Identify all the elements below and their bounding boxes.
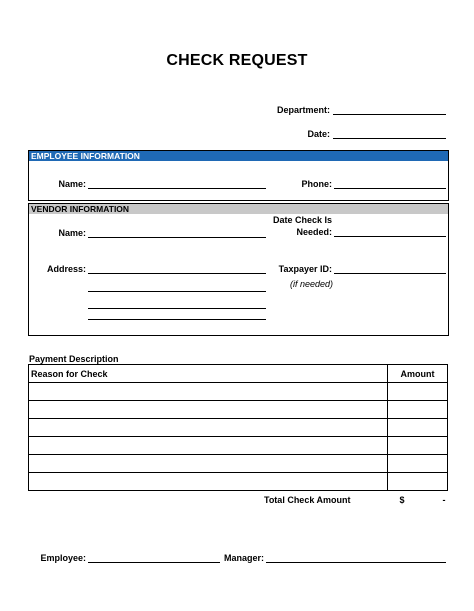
page-title: CHECK REQUEST	[166, 52, 308, 69]
payment-section-title: Payment Description	[29, 354, 119, 364]
manager-signature-field[interactable]	[266, 552, 446, 563]
amount-cell[interactable]	[388, 419, 448, 437]
vendor-name-label: Name:	[58, 228, 86, 238]
table-row	[29, 437, 448, 455]
reason-cell[interactable]	[29, 437, 388, 455]
employee-name-label: Name:	[58, 179, 86, 189]
vendor-address-label: Address:	[46, 264, 86, 274]
amount-cell[interactable]	[388, 383, 448, 401]
total-label: Total Check Amount	[263, 494, 351, 505]
taxpayer-note: (if needed)	[290, 279, 334, 289]
reason-column-header: Reason for Check	[29, 365, 388, 383]
department-field[interactable]	[333, 104, 446, 115]
vendor-name-field[interactable]	[88, 227, 266, 238]
table-row	[29, 383, 448, 401]
reason-cell[interactable]	[29, 473, 388, 491]
vendor-address-line-2[interactable]	[88, 281, 266, 292]
date-needed-label-line1: Date Check Is	[272, 215, 332, 225]
payment-header-row	[29, 365, 448, 383]
amount-cell[interactable]	[388, 473, 448, 491]
total-amount-value: -	[442, 494, 446, 505]
table-row	[29, 455, 448, 473]
amount-cell[interactable]	[388, 455, 448, 473]
date-needed-field[interactable]	[334, 226, 446, 237]
amount-cell[interactable]	[388, 401, 448, 419]
taxpayer-id-field[interactable]	[334, 263, 446, 274]
employee-phone-field[interactable]	[334, 178, 446, 189]
total-amount-cell	[388, 491, 448, 509]
date-label: Date:	[307, 129, 330, 139]
vendor-address-line-3[interactable]	[88, 298, 266, 309]
manager-signature-label: Manager:	[223, 553, 264, 563]
total-currency: $	[399, 494, 405, 505]
payment-table	[28, 364, 448, 508]
reason-cell[interactable]	[29, 419, 388, 437]
employee-signature-field[interactable]	[88, 552, 220, 563]
employee-name-field[interactable]	[88, 178, 266, 189]
vendor-address-line-4[interactable]	[88, 309, 266, 320]
reason-cell[interactable]	[29, 383, 388, 401]
table-row	[29, 419, 448, 437]
taxpayer-id-label: Taxpayer ID:	[278, 264, 332, 274]
employee-section-title: EMPLOYEE INFORMATION	[29, 151, 448, 161]
vendor-address-line-1[interactable]	[88, 263, 266, 274]
total-row	[29, 491, 448, 509]
employee-signature-label: Employee:	[40, 553, 86, 563]
employee-phone-label: Phone:	[301, 179, 332, 189]
department-label: Department:	[276, 105, 330, 115]
reason-cell[interactable]	[29, 401, 388, 419]
date-field[interactable]	[333, 128, 446, 139]
vendor-section-title: VENDOR INFORMATION	[29, 204, 448, 214]
reason-cell[interactable]	[29, 455, 388, 473]
employee-section	[28, 150, 449, 201]
date-needed-label-line2: Needed:	[296, 227, 332, 237]
table-row	[29, 473, 448, 491]
table-row	[29, 401, 448, 419]
amount-column-header: Amount	[388, 365, 448, 383]
amount-cell[interactable]	[388, 437, 448, 455]
